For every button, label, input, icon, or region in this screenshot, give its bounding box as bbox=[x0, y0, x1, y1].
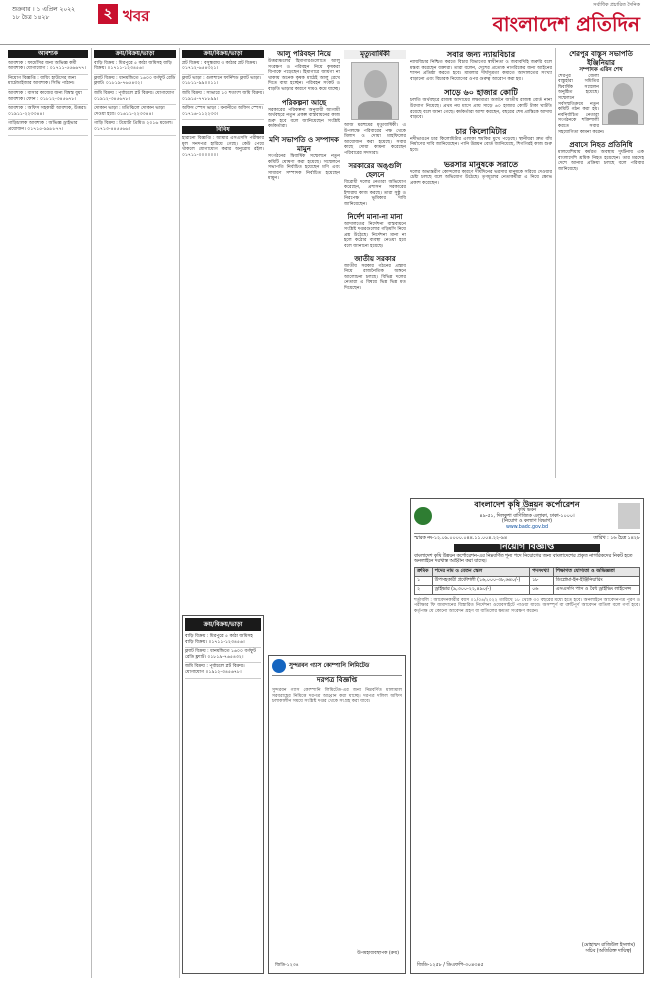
badc-date: তারিখ : ১৬ চৈত্র ১৪২৮ bbox=[593, 535, 640, 541]
portrait-icon bbox=[618, 503, 640, 529]
jobs-table-header bbox=[415, 568, 640, 577]
photo-body bbox=[608, 109, 638, 124]
classified-item: জমি বিক্রয় : পূর্বাচলে প্লট বিক্রয়। যোগাযোগ ০১৯১২-৩৪৫৬৭৮। bbox=[185, 663, 261, 678]
classified-item: ফ্ল্যাট বিক্রয় : ধানমন্ডিতে ১৬০০ বর্গফুট রেডি ফ্ল্যাট। ০১৮১৯-৭৬৫৪৩২। bbox=[185, 648, 261, 663]
jobs-table bbox=[414, 567, 640, 594]
story-sheikh-body: শেরপুর জেলা বাস্তুহারা সমিতির দ্বিবার্ষিক সম্মেলন অনুষ্ঠিত হয়েছে। সম্মেলনে সর্বসম্মতিক্রমে নতুন কমিটি গঠন করা হয়। নবনির্বাচিত নেতারা সংগঠনকে শক্তিশালী করতে সবার সহযোগিতা কামনা করেন। bbox=[558, 73, 605, 135]
headline-mrittu: মৃত্যুবার্ষিকী bbox=[344, 50, 406, 59]
jobs-cell: ২ bbox=[415, 585, 433, 594]
tender-signatory: উপমহাব্যবস্থাপক (ক্রয়) bbox=[357, 951, 399, 957]
classified-item: আবশ্যক : অফিস সহকারী আবশ্যক, উত্তরা। ০১৯১১-২২৩৩৪৪। bbox=[8, 105, 88, 120]
obituary-photo bbox=[351, 62, 399, 120]
headline-oral: ভরসার মানুষকে সরাতে bbox=[444, 159, 518, 169]
issue-date: শুক্রবার । ১ এপ্রিল ২০২২ ১৮ চৈত্র ১৪২৮ bbox=[12, 6, 76, 21]
jobs-column-header: পদের নাম ও বেতন স্কেল bbox=[432, 568, 529, 577]
headline-sobar: সবার জন্য ন্যায়বিচার bbox=[446, 50, 516, 59]
jobs-row bbox=[415, 585, 640, 594]
column-divider bbox=[91, 48, 92, 978]
classified-item: গাড়ি বিক্রয় : টয়োটা প্রিমিও ২০১৬ মডেল। ০১৭১৩-৪৪৫৫৬৬। bbox=[94, 120, 176, 135]
classified-item: আবশ্যক : বাসার কাজের জন্য বিশ্বস্ত বুয়া আবশ্যক। ফোন : ০১৮১২-৩৪৫৬৭৮। bbox=[8, 90, 88, 105]
story-mrittu-body: আজ মরহুমের মৃত্যুবার্ষিকী। এ উপলক্ষে পরিবারের পক্ষ থেকে মিলাদ ও দোয়া মাহফিলের আয়োজন করা হয়েছে। সবার কাছে দোয়া কামনা করেছেন পরিবারের সদস্যরা। bbox=[344, 123, 406, 156]
tender-title: দরপত্র বিজ্ঞপ্তি bbox=[316, 676, 358, 684]
story-probash-body: মালয়েশিয়ায় কর্মরত অবস্থায় দুর্ঘটনায় এক বাংলাদেশি শ্রমিক নিহত হয়েছেন। তার মরদেহ দেশে আনার প্রক্রিয়া চলছে বলে পরিবার জানিয়েছে। bbox=[558, 150, 644, 172]
story-oral-body: দলের অভ্যন্তরীণ কোন্দলের কারণে দীর্ঘদিনের ভরসার মানুষকে সরিয়ে দেওয়ার চেষ্টা চলছে বলে অভিযোগ উঠেছে। তৃণমূলের নেতাকর্মীরা এ নিয়ে ক্ষোভ প্রকাশ করেছেন। bbox=[410, 169, 552, 186]
classified-item: ফ্ল্যাট ভাড়া : গুলশানে ফার্নিশড ফ্ল্যাট ভাড়া। ০১৮১১-৯৯০০১১। bbox=[182, 75, 264, 90]
story-jatiya-body: জাতীয় সরকার গঠনের প্রস্তাব নিয়ে রাজনৈতিক অঙ্গনে আলোচনা চলছে। বিভিন্ন দলের নেতারা এ বিষয়ে ভিন্ন ভিন্ন মত দিয়েছেন। bbox=[344, 263, 406, 291]
classified-item: অফিস স্পেস ভাড়া : বনানীতে অফিস স্পেস। ০১৭১৬-১১২২৩৩। bbox=[182, 105, 264, 120]
story-aloo-body: উত্তরাঞ্চলের হিমাগারগুলোতে আলু সংরক্ষণ ও পরিবহন নিয়ে কৃষকরা বিপাকে পড়েছেন। হিমাগারে জায়গা না থাকায় অনেক কৃষক মাঠেই আলু রেখে দিতে বাধ্য হচ্ছেন। পরিবহন সংকট ও বাড়তি ভাড়ার কারণে দামও কমে যাচ্ছে। bbox=[268, 59, 340, 92]
classified-item: জমি বিক্রয় : পূর্বাচলে প্লট বিক্রয়। যোগাযোগ ০১৯১২-৩৪৫৬৭৮। bbox=[94, 90, 176, 105]
headline-aloo: আলু পরিবহন নিয়ে bbox=[277, 50, 331, 58]
masthead bbox=[493, 2, 640, 43]
bibidh-heading: বিবিধ bbox=[182, 126, 264, 134]
classified-item: দোকান ভাড়া : মতিঝিলে দোকান ভাড়া দেওয়া হবে। ০১৬১১-২২৩৩৪৪। bbox=[94, 105, 176, 120]
story-nirdesh-body: আদালতের নির্দেশনা বাস্তবায়নে সংশ্লিষ্ট দপ্তরগুলোর গড়িমসি নিয়ে প্রশ্ন উঠেছে। নির্দেশনা মানা না হলে কঠোর ব্যবস্থা নেওয়া হবে বলে জানানো হয়েছে। bbox=[344, 221, 406, 249]
badc-memo: স্মারক নং-১২.০৯.০০০০.০৪৪.১১.০০৪.২২-৯৪ bbox=[414, 535, 508, 541]
badc-intro: বাংলাদেশ কৃষি উন্নয়ন কর্পোরেশন-এর নিম্নবর্ণিত শূন্য পদে নিয়োগের জন্য বাংলাদেশের প্রকৃত নাগরিকদের নিকট হতে অনলাইনে দরখাস্ত আহ্বান করা যাচ্ছে। bbox=[414, 553, 633, 565]
column-divider bbox=[179, 48, 180, 978]
story-porikolpona-body: সরকারের পরিকল্পনা অনুযায়ী আগামী অর্থবছরে নতুন প্রকল্প বাস্তবায়নের কাজ শুরু হবে বলে জানিয়েছেন সংশ্লিষ্ট কর্মকর্তারা। bbox=[268, 107, 340, 130]
badc-recruitment-ad bbox=[410, 498, 644, 974]
jobs-cell: এসএসসি পাস ও বৈধ ড্রাইভিং লাইসেন্স bbox=[553, 585, 639, 594]
classified-heading: ক্রয়/বিক্রয়/ভাড়া bbox=[94, 50, 176, 58]
jobs-column-header: ক্রমিক bbox=[415, 568, 433, 577]
badc-website[interactable]: www.badc.gov.bd bbox=[505, 525, 549, 531]
jobs-cell: ১ bbox=[415, 576, 433, 585]
news-column-b bbox=[344, 50, 406, 650]
classified-list bbox=[182, 60, 264, 121]
tender-body: সুন্দরবন গ্যাস কোম্পানি লিমিটেড-এর জন্য নিম্নবর্ণিত মালামাল সরবরাহের নিমিত্তে দরপত্র আহ্বান করা যাচ্ছে। দরপত্র দলিল অফিস চলাকালীন সময়ে সংশ্লিষ্ট দপ্তর থেকে সংগ্রহ করা যাবে। bbox=[272, 688, 402, 705]
story-60k-body: চলতি অর্থবছরে রাজস্ব আদায়ের লক্ষ্যমাত্রা অর্জনে জাতীয় রাজস্ব বোর্ড নানা উদ্যোগ নিয়েছে। প্রথম নয় মাসে প্রায় সাড়ে ৬০ হাজার কোটি টাকা ঘাটতি রয়েছে বলে জানা গেছে। কর্মকর্তারা আশা করছেন, বছরের শেষ প্রান্তিকে আদায় বাড়বে। bbox=[410, 98, 552, 121]
badc-title: নিয়োগ বিজ্ঞপ্তি bbox=[454, 544, 600, 552]
news-column-a bbox=[268, 50, 340, 650]
photo-face bbox=[613, 83, 633, 106]
bibidh-body: হারানো বিজ্ঞপ্তি : আমার এসএসসি পরীক্ষার মূল সনদপত্র হারিয়ে গেছে। কেউ পেয়ে থাকলে যোগাযোগ করার অনুরোধ রইল। ০১৭১১-০০০০০০। bbox=[182, 135, 264, 158]
jobs-column-header: পদসংখ্যা bbox=[530, 568, 554, 577]
jobs-cell: ০৬ bbox=[530, 585, 554, 594]
jobs-column-header: শিক্ষাগত যোগ্যতা ও অভিজ্ঞতা bbox=[553, 568, 639, 577]
headline-nirdesh: নির্দেশ মানা-না মানা bbox=[347, 212, 403, 221]
classified-item: বাড়ি বিক্রয় : মিরপুরে ৫ কাঠা জমিসহ বাড়ি বিক্রয়। ০১৭১১-১২৩৪৫৬। bbox=[94, 60, 176, 75]
jobs-cell: ড্রাইভার (৯,৩০০-২২,৪৯০/-) bbox=[432, 585, 529, 594]
classified-list bbox=[8, 60, 88, 136]
jobs-cell: ১৮ bbox=[530, 576, 554, 585]
tender-footer: জিডি-১২৩৪ bbox=[275, 963, 299, 969]
badc-org: বাংলাদেশ কৃষি উন্নয়ন কর্পোরেশন bbox=[474, 500, 580, 509]
column-divider bbox=[555, 48, 556, 478]
headline-probash: প্রবাসে নিহত প্রতিনিধি bbox=[569, 141, 633, 150]
badc-address: ৪৯-৫১, দিলকুশা বাণিজ্যিক এলাকা, ঢাকা-১০০০। bbox=[479, 513, 575, 519]
headline-moni: মণি সভাপতি ও সম্পাদক মামুন bbox=[269, 135, 339, 153]
headline-sarkari: সরকারের অঙ্গুলি হেলনে bbox=[348, 161, 402, 179]
badc-footer: জিডি-১২৫৮ / ডিএফপি-৩০৪৩৪৫ bbox=[417, 963, 484, 969]
jobs-cell: ডিপ্লোমা-ইন-ইঞ্জিনিয়ারিং bbox=[553, 576, 639, 585]
photo-face bbox=[364, 70, 387, 98]
classified-item: বাড়ি বিক্রয় : মিরপুরে ৫ কাঠা জমিসহ বাড়ি বিক্রয়। ০১৭১১-১২৩৪৫৬। bbox=[185, 633, 261, 648]
classified-heading: ক্রয়/বিক্রয়/ভাড়া bbox=[185, 618, 261, 631]
news-column-d bbox=[558, 50, 644, 490]
story-moni-body: সংগঠনের দ্বিবার্ষিক সম্মেলনে নতুন কমিটি ঘোষণা করা হয়েছে। সম্মেলনে সভাপতি নির্বাচিত হয়েছেন মণি এবং সাধারণ সম্পাদক নির্বাচিত হয়েছেন মামুন। bbox=[268, 153, 340, 182]
story-sarkari-body: বিরোধী দলের নেতারা অভিযোগ করেছেন, প্রশাসন সরকারের ইশারায় কাজ করছে। তারা সুষ্ঠু ও নিরপেক্ষ ভূমিকার দাবি জানিয়েছেন। bbox=[344, 179, 406, 207]
subheadline-sheikh: সম্পাদক এরিন শেখ bbox=[579, 67, 623, 73]
badc-signatory: (মোহাম্মদ রাজিউল ইসলাম) bbox=[581, 943, 635, 949]
photo-body bbox=[358, 101, 393, 119]
classified-list bbox=[185, 633, 261, 679]
badc-dept: (নিয়োগ ও কল্যাণ বিভাগ) bbox=[501, 519, 553, 525]
headline-porikolpona: পরিকল্পনা আছে bbox=[281, 98, 327, 107]
tender-logo-icon bbox=[272, 659, 286, 673]
classified-item: ফ্ল্যাট বিক্রয় : ধানমন্ডিতে ১৬০০ বর্গফুট রেডি ফ্ল্যাট। ০১৮১৯-৭৬৫৪৩২। bbox=[94, 75, 176, 90]
classified-heading: ক্রয়/বিক্রয়/ভাড়া bbox=[182, 50, 264, 58]
story-sobar-body: ন্যায়বিচার নিশ্চিত করতে বিচার বিভাগের স্বাধীনতা ও জবাবদিহি জরুরি বলে মন্তব্য করেছেন বক্তারা। তারা বলেন, দেশের প্রত্যেক নাগরিকের জন্য আইনের শাসন প্রতিষ্ঠা করতে হবে। মামলার দীর্ঘসূত্রতা কমাতে আদালতের সংখ্যা বাড়ানো এবং বিচারক নিয়োগের ওপর গুরুত্ব আরোপ করা হয়। bbox=[410, 60, 552, 82]
masthead-logo: বাংলাদেশ প্রতিদিন bbox=[492, 12, 640, 36]
classified-column-1 bbox=[8, 50, 88, 978]
story-photo bbox=[602, 77, 644, 125]
classified-item: নিয়োগ বিজ্ঞপ্তি : বায়িং হাউসের জন্য মার্চেন্ডাইজার আবশ্যক। সিভি পাঠান। bbox=[8, 75, 88, 90]
classified-item: গাড়িচালক আবশ্যক : অভিজ্ঞ ড্রাইভার প্রয়োজন। ০১৭১৫-৯৯৮৮৭৭। bbox=[8, 120, 88, 135]
badc-logo-icon bbox=[414, 507, 432, 525]
badc-sign-title: সচিব (অতিরিক্ত দায়িত্ব) bbox=[585, 949, 632, 955]
tender-org: সুন্দরবন গ্যাস কোম্পানি লিমিটেড bbox=[289, 662, 370, 670]
page-number: ২ bbox=[98, 4, 118, 24]
classified-heading: আবশ্যক bbox=[8, 50, 88, 58]
section-title: খবর bbox=[123, 7, 150, 25]
badc-conditions: শর্তাবলি : আবেদনকারীর বয়স ০১/০৪/২০২২ তারিখে ১৮ থেকে ৩০ বছরের মধ্যে হতে হবে। অনলাইনে আবেদনপত্র পূরণ ও পরীক্ষার ফি জমাদানের বিস্তারিত নির্দেশনা ওয়েবসাইটে পাওয়া যাবে। অসম্পূর্ণ বা ত্রুটিপূর্ণ আবেদন বাতিল বলে গণ্য হবে। কর্তৃপক্ষ যে কোনো আবেদন গ্রহণ বা বাতিলের ক্ষমতা সংরক্ষণ করেন। bbox=[414, 597, 640, 614]
tender-ad bbox=[268, 655, 406, 974]
headline-char: চার কিলোমিটার bbox=[455, 126, 507, 136]
classified-list bbox=[94, 60, 176, 136]
story-char-body: নদীভাঙনে চার কিলোমিটার এলাকা হুমকির মুখে পড়েছে। স্থানীয়রা দ্রুত বাঁধ নির্মাণের দাবি জানিয়েছেন। পানি উন্নয়ন বোর্ড জানিয়েছে, শিগগিরই কাজ শুরু হবে। bbox=[410, 136, 552, 153]
jobs-table-body bbox=[415, 576, 640, 594]
classified-box-lower bbox=[182, 615, 264, 974]
headline-sheikh: শেরপুর বাস্তুস সভাপতি ইঞ্জিনিয়ার bbox=[569, 50, 633, 67]
headline-60k: সাড়ে ৬০ হাজার কোটি bbox=[444, 88, 518, 98]
badc-sub: কৃষি ভবন bbox=[517, 507, 536, 513]
masthead-tagline: সর্বাধিক প্রচারিত দৈনিক bbox=[593, 2, 640, 8]
classified-column-3 bbox=[182, 50, 264, 610]
jobs-row bbox=[415, 576, 640, 585]
page-header bbox=[0, 0, 650, 45]
classified-item: জমি বিক্রয় : সাভারে ১০ শতাংশ জমি বিক্রয়। ০১৯১৫-৭৭৮৮৯৯। bbox=[182, 90, 264, 105]
classified-item: প্লট বিক্রয় : বসুন্ধরায় ৩ কাঠার প্লট বিক্রয়। ০১৭১২-৬৫৪৩২১। bbox=[182, 60, 264, 75]
classified-item: আবশ্যক : ফার্মেসির জন্য অভিজ্ঞ কর্মী আবশ্যক। যোগাযোগ : ০১৭১১-৫৫৬৬৭৭। bbox=[8, 60, 88, 75]
jobs-cell: উপসহকারী প্রকৌশলী (১৬,০০০-৩৮,৬৪০/-) bbox=[432, 576, 529, 585]
headline-jatiya: জাতীয় সরকার bbox=[354, 254, 396, 263]
classified-column-2 bbox=[94, 50, 176, 978]
